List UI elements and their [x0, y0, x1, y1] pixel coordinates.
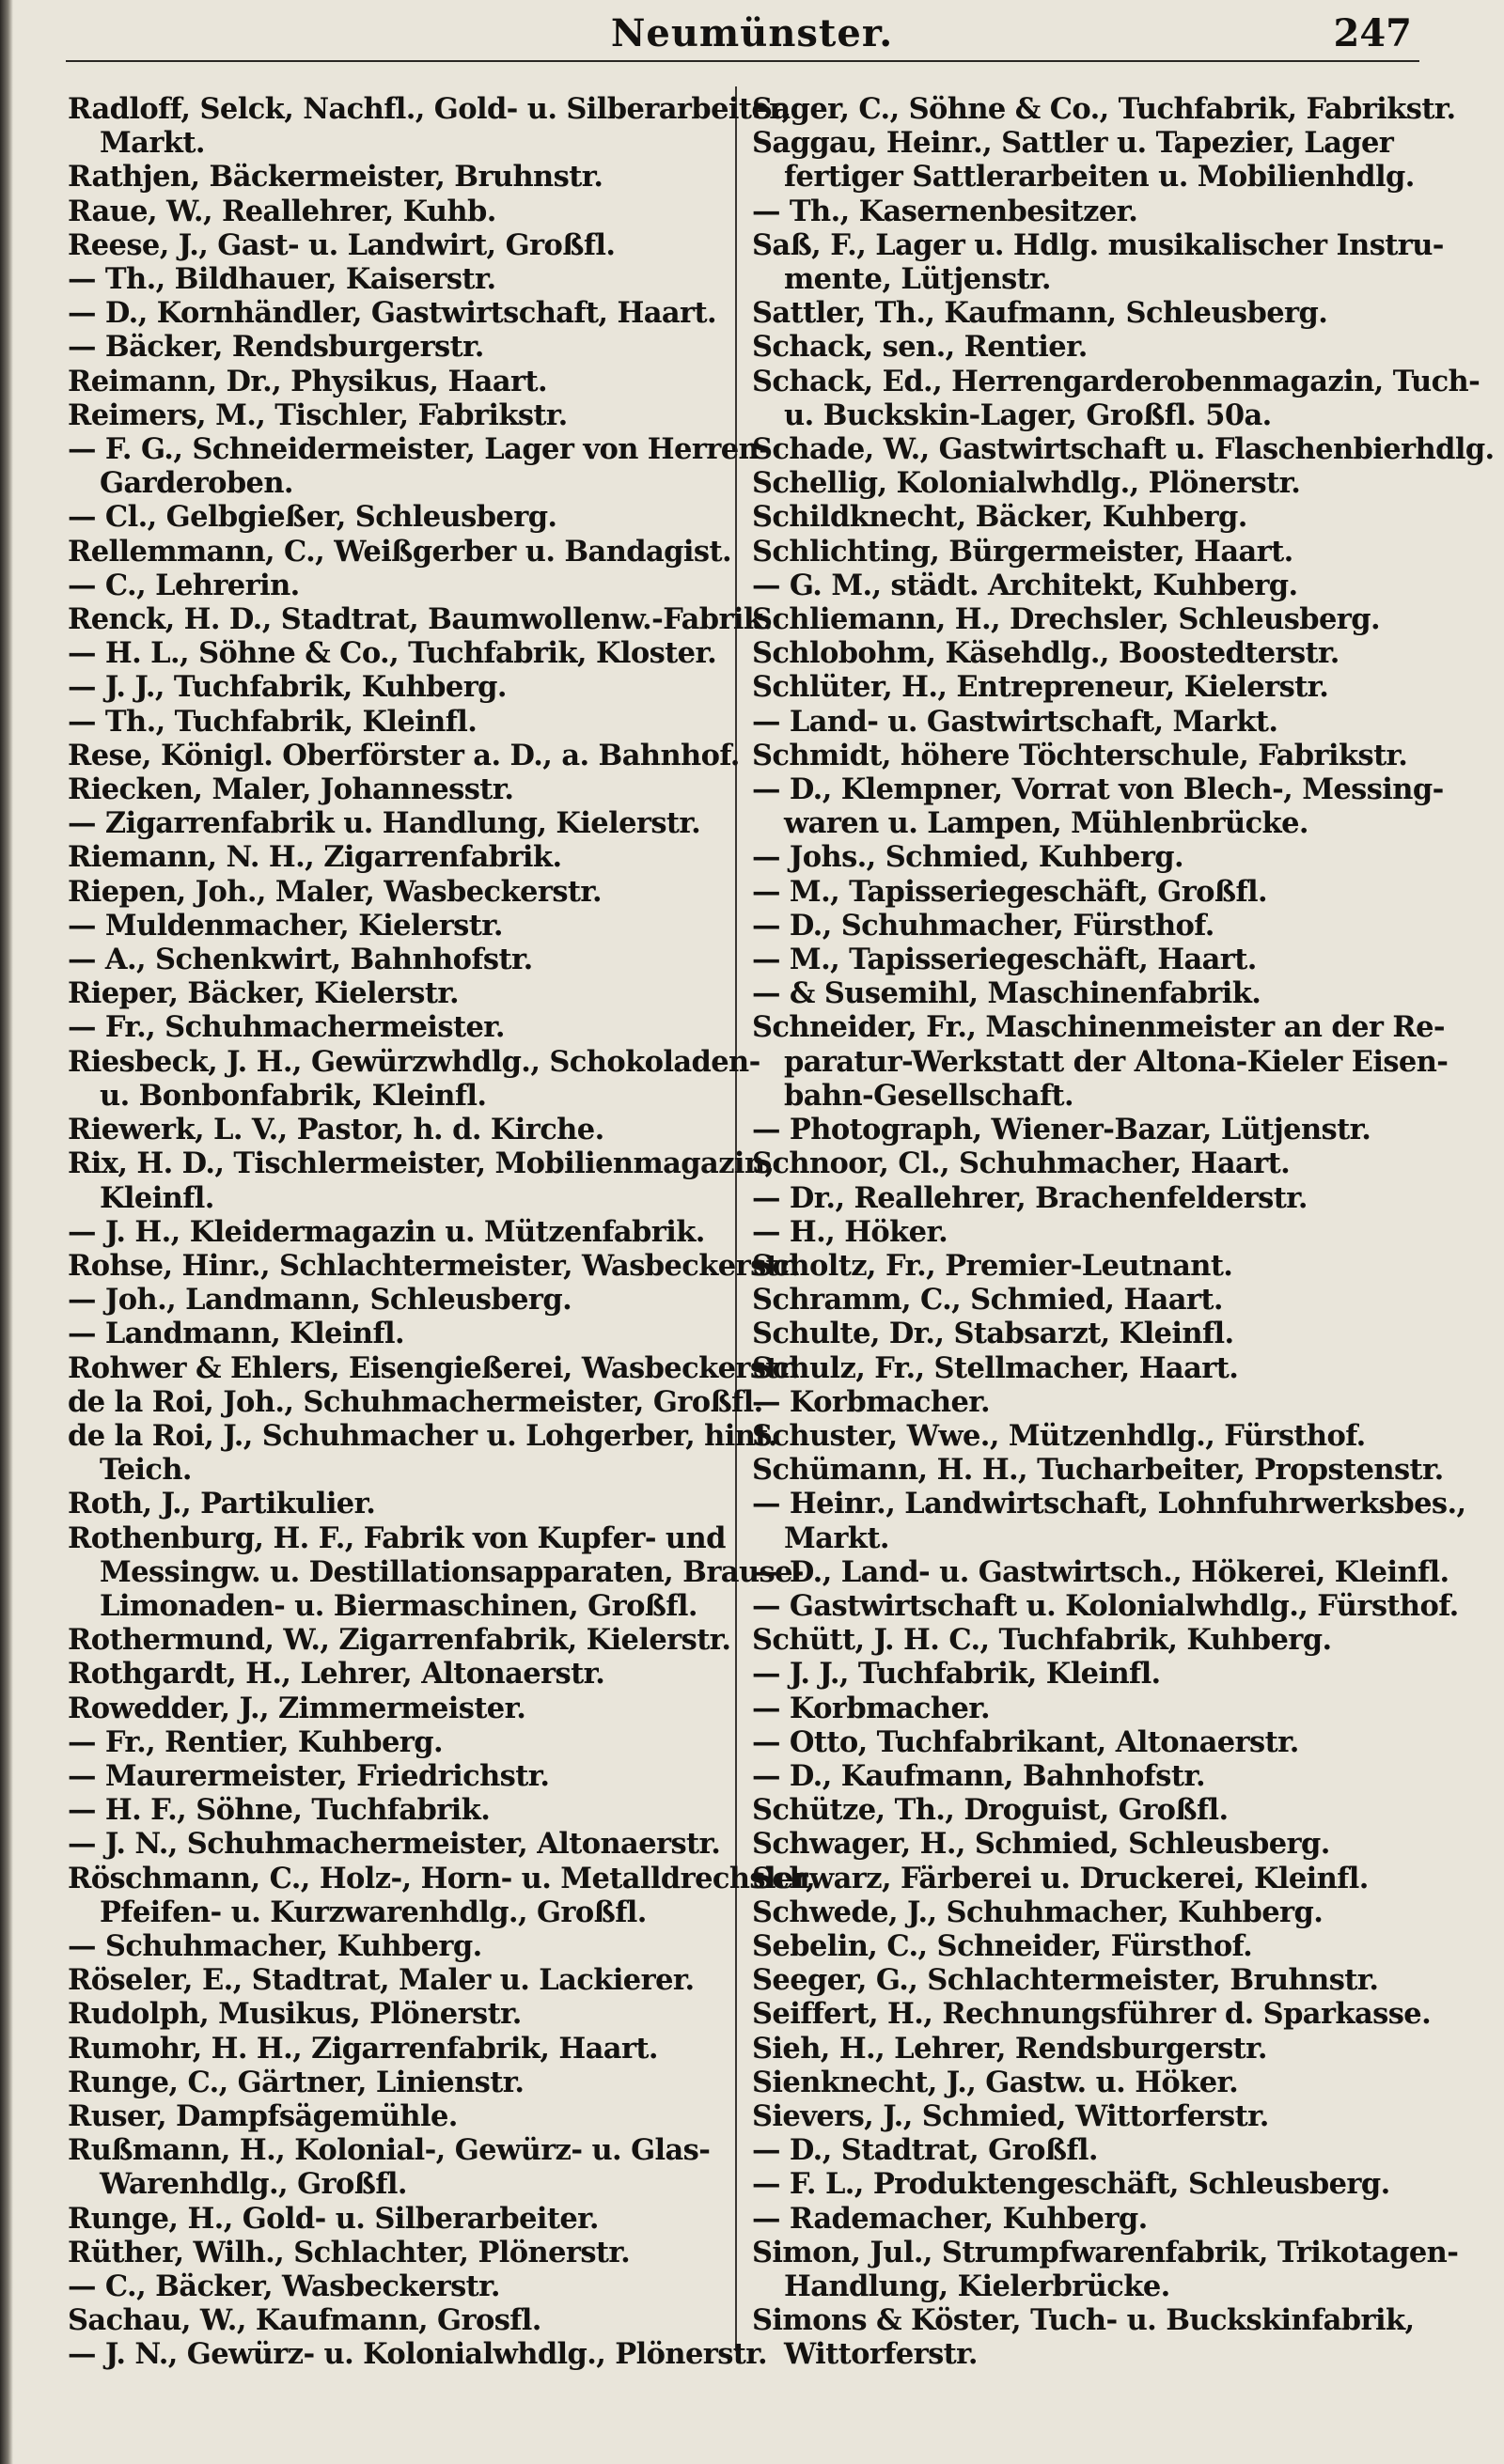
directory-entry: — Landmann, Kleinfl. — [68, 1317, 405, 1351]
directory-entry: Schliemann, H., Drechsler, Schleusberg. — [752, 602, 1381, 637]
directory-entry: Schümann, H. H., Tucharbeiter, Propstenstr. — [752, 1453, 1444, 1488]
directory-entry: waren u. Lampen, Mühlenbrücke. — [784, 806, 1308, 841]
directory-entry: — Fr., Rentier, Kuhberg. — [68, 1724, 443, 1759]
directory-entry: — Heinr., Landwirtschaft, Lohnfuhrwerksbes., — [752, 1487, 1466, 1521]
directory-entry: — D., Land- u. Gastwirtsch., Hökerei, Kleinfl. — [752, 1554, 1449, 1589]
directory-entry: Rothgardt, H., Lehrer, Altonaerstr. — [68, 1657, 605, 1692]
directory-entry: Sattler, Th., Kaufmann, Schleusberg. — [752, 296, 1328, 331]
directory-entry: Runge, C., Gärtner, Linienstr. — [68, 2065, 525, 2099]
directory-entry: Riecken, Maler, Johannesstr. — [68, 772, 514, 807]
directory-entry: Sager, C., Söhne & Co., Tuchfabrik, Fabrikstr. — [752, 92, 1456, 126]
directory-entry: Rohse, Hinr., Schlachtermeister, Wasbeckerstr. — [68, 1248, 800, 1283]
directory-entry: Schlichting, Bürgermeister, Haart. — [752, 534, 1293, 569]
directory-entry: Riepen, Joh., Maler, Wasbeckerstr. — [68, 874, 603, 909]
header-rule — [66, 60, 1419, 62]
directory-entry: bahn-Gesellschaft. — [784, 1078, 1074, 1113]
directory-entry: — Th., Bildhauer, Kaiserstr. — [68, 262, 496, 297]
scan-edge — [0, 0, 13, 2464]
directory-entry: Rohwer & Ehlers, Eisengießerei, Wasbeckerstr. — [68, 1350, 800, 1385]
directory-entry: Limonaden- u. Biermaschinen, Großfl. — [100, 1588, 697, 1623]
directory-entry: Schneider, Fr., Maschinenmeister an der Re- — [752, 1010, 1445, 1045]
directory-entry: Kleinfl. — [100, 1180, 214, 1215]
directory-entry: — Photograph, Wiener-Bazar, Lütjenstr. — [752, 1113, 1371, 1147]
directory-entry: Sievers, J., Schmied, Wittorferstr. — [752, 2098, 1269, 2133]
directory-entry: Reimers, M., Tischler, Fabrikstr. — [68, 398, 568, 432]
directory-entry: Raue, W., Reallehrer, Kuhb. — [68, 194, 496, 228]
directory-entry: — C., Lehrerin. — [68, 568, 300, 602]
directory-entry: Röschmann, C., Holz-, Horn- u. Metalldrechsler, — [68, 1861, 816, 1895]
directory-entry: Radloff, Selck, Nachfl., Gold- u. Silberarbeiter, — [68, 92, 791, 126]
directory-entry: Schuster, Wwe., Mützenhdlg., Fürsthof. — [752, 1418, 1366, 1453]
directory-entry: Schramm, C., Schmied, Haart. — [752, 1283, 1223, 1318]
directory-entry: Schulte, Dr., Stabsarzt, Kleinfl. — [752, 1317, 1234, 1351]
directory-entry: — D., Schuhmacher, Fürsthof. — [752, 908, 1214, 943]
directory-entry: — M., Tapisseriegeschäft, Haart. — [752, 943, 1257, 977]
directory-entry: — F. G., Schneidermeister, Lager von Herren- — [68, 432, 771, 467]
directory-entry: — Schuhmacher, Kuhberg. — [68, 1928, 482, 1963]
directory-entry: Rix, H. D., Tischlermeister, Mobilienmagazin, — [68, 1146, 775, 1181]
directory-entry: — D., Kornhändler, Gastwirtschaft, Haart. — [68, 296, 716, 331]
directory-entry: Schlüter, H., Entrepreneur, Kielerstr. — [752, 670, 1329, 705]
directory-entry: — J. J., Tuchfabrik, Kuhberg. — [68, 670, 507, 705]
directory-entry: Teich. — [100, 1453, 192, 1488]
directory-entry: — Korbmacher. — [752, 1384, 990, 1419]
directory-entry: Rowedder, J., Zimmermeister. — [68, 1691, 526, 1725]
directory-entry: — Rademacher, Kuhberg. — [752, 2201, 1148, 2236]
directory-entry: Schulz, Fr., Stellmacher, Haart. — [752, 1350, 1239, 1385]
left-column — [68, 92, 816, 2372]
directory-entry: — J. J., Tuchfabrik, Kleinfl. — [752, 1657, 1161, 1692]
directory-entry: de la Roi, J., Schuhmacher u. Lohgerber, hint. — [68, 1418, 777, 1453]
directory-entry: Pfeifen- u. Kurzwarenhdlg., Großfl. — [100, 1895, 647, 1929]
directory-entry: Schade, W., Gastwirtschaft u. Flaschenbierhdlg. — [752, 432, 1495, 467]
directory-entry: — Johs., Schmied, Kuhberg. — [752, 840, 1184, 875]
directory-entry: Simon, Jul., Strumpfwarenfabrik, Trikotagen- — [752, 2235, 1459, 2269]
page-number: 247 — [1333, 11, 1412, 55]
directory-entry: Riesbeck, J. H., Gewürzwhdlg., Schokoladen- — [68, 1044, 760, 1079]
directory-entry: — Otto, Tuchfabrikant, Altonaerstr. — [752, 1724, 1299, 1759]
directory-entry: u. Bonbonfabrik, Kleinfl. — [100, 1078, 487, 1113]
directory-entry: — & Susemihl, Maschinenfabrik. — [752, 976, 1261, 1011]
directory-entry: — Th., Tuchfabrik, Kleinfl. — [68, 704, 478, 739]
directory-entry: — Gastwirtschaft u. Kolonialwhdlg., Fürsthof. — [752, 1588, 1459, 1623]
page-title: Neumünster. — [610, 11, 894, 55]
directory-entry: Garderoben. — [100, 466, 293, 501]
directory-entry: Schwager, H., Schmied, Schleusberg. — [752, 1827, 1330, 1862]
directory-entry: Schnoor, Cl., Schuhmacher, Haart. — [752, 1146, 1291, 1181]
directory-entry: paratur-Werkstatt der Altona-Kieler Eisen- — [784, 1044, 1449, 1079]
directory-entry: Ruser, Dampfsägemühle. — [68, 2098, 458, 2133]
directory-entry: Schellig, Kolonialwhdlg., Plönerstr. — [752, 466, 1301, 501]
directory-entry: Markt. — [100, 126, 205, 161]
directory-entry: Rellemmann, C., Weißgerber u. Bandagist. — [68, 534, 731, 569]
directory-entry: u. Buckskin-Lager, Großfl. 50a. — [784, 398, 1272, 432]
directory-entry: Schildknecht, Bäcker, Kuhberg. — [752, 500, 1247, 535]
directory-entry: — Zigarrenfabrik u. Handlung, Kielerstr. — [68, 806, 701, 841]
directory-entry: Seeger, G., Schlachtermeister, Bruhnstr. — [752, 1963, 1379, 1998]
directory-entry: Saggau, Heinr., Sattler u. Tapezier, Lager — [752, 126, 1394, 161]
directory-entry: — D., Stadtrat, Großfl. — [752, 2133, 1098, 2168]
directory-entry: Rüther, Wilh., Schlachter, Plönerstr. — [68, 2235, 631, 2269]
directory-entry: Schütze, Th., Droguist, Großfl. — [752, 1793, 1229, 1828]
directory-entry: — Cl., Gelbgießer, Schleusberg. — [68, 500, 557, 535]
directory-entry: — J. N., Gewürz- u. Kolonialwhdlg., Plönerstr. — [68, 2337, 767, 2372]
directory-entry: — Fr., Schuhmachermeister. — [68, 1010, 505, 1045]
right-column — [752, 92, 1495, 2372]
directory-entry: Reimann, Dr., Physikus, Haart. — [68, 364, 547, 398]
directory-entry: Schlobohm, Käsehdlg., Boostedterstr. — [752, 636, 1340, 671]
directory-entry: — Maurermeister, Friedrichstr. — [68, 1758, 550, 1793]
directory-entry: — Th., Kasernenbesitzer. — [752, 194, 1138, 228]
directory-entry: Röseler, E., Stadtrat, Maler u. Lackierer. — [68, 1963, 695, 1998]
directory-entry: Schmidt, höhere Töchterschule, Fabrikstr. — [752, 738, 1408, 772]
directory-entry: Schack, Ed., Herrengarderobenmagazin, Tuch- — [752, 364, 1480, 398]
directory-entry: — Korbmacher. — [752, 1691, 990, 1725]
directory-entry: — Joh., Landmann, Schleusberg. — [68, 1283, 572, 1318]
directory-entry: — Muldenmacher, Kielerstr. — [68, 908, 503, 943]
directory-entry: — M., Tapisseriegeschäft, Großfl. — [752, 874, 1268, 909]
directory-entry: Rothenburg, H. F., Fabrik von Kupfer- und — [68, 1521, 726, 1555]
directory-entry: Rathjen, Bäckermeister, Bruhnstr. — [68, 160, 603, 195]
directory-entry: Sachau, W., Kaufmann, Grosfl. — [68, 2303, 541, 2338]
directory-entry: — F. L., Produktengeschäft, Schleusberg. — [752, 2167, 1390, 2202]
directory-entry: Schwarz, Färberei u. Druckerei, Kleinfl. — [752, 1861, 1369, 1895]
directory-entry: — H., Höker. — [752, 1214, 948, 1249]
directory-entry: Sebelin, C., Schneider, Fürsthof. — [752, 1928, 1253, 1963]
directory-entry: Saß, F., Lager u. Hdlg. musikalischer Instru- — [752, 227, 1444, 262]
directory-entry: Sienknecht, J., Gastw. u. Höker. — [752, 2065, 1239, 2099]
directory-entry: Rieper, Bäcker, Kielerstr. — [68, 976, 460, 1011]
directory-entry: Rumohr, H. H., Zigarrenfabrik, Haart. — [68, 2031, 658, 2066]
directory-entry: Seiffert, H., Rechnungsführer d. Sparkasse. — [752, 1997, 1432, 2032]
directory-entry: — G. M., städt. Architekt, Kuhberg. — [752, 568, 1298, 602]
directory-entry: Scholtz, Fr., Premier-Leutnant. — [752, 1248, 1233, 1283]
directory-entry: de la Roi, Joh., Schuhmachermeister, Großfl. — [68, 1384, 763, 1419]
directory-entry: — J. H., Kleidermagazin u. Mützenfabrik. — [68, 1214, 705, 1249]
directory-entry: Renck, H. D., Stadtrat, Baumwollenw.-Fabrik. — [68, 602, 773, 637]
directory-entry: — Land- u. Gastwirtschaft, Markt. — [752, 704, 1278, 739]
directory-entry: Roth, J., Partikulier. — [68, 1487, 376, 1521]
directory-entry: — D., Klempner, Vorrat von Blech-, Messing- — [752, 772, 1444, 807]
directory-entry: — D., Kaufmann, Bahnhofstr. — [752, 1758, 1206, 1793]
directory-entry: Schack, sen., Rentier. — [752, 330, 1088, 365]
directory-entry: Handlung, Kielerbrücke. — [784, 2269, 1170, 2303]
directory-entry: — Dr., Reallehrer, Brachenfelderstr. — [752, 1180, 1308, 1215]
directory-entry: — C., Bäcker, Wasbeckerstr. — [68, 2269, 500, 2303]
directory-entry: Riemann, N. H., Zigarrenfabrik. — [68, 840, 562, 875]
directory-entry: — H. F., Söhne, Tuchfabrik. — [68, 1793, 491, 1828]
directory-entry: Warenhdlg., Großfl. — [100, 2167, 407, 2202]
directory-entry: Rudolph, Musikus, Plönerstr. — [68, 1997, 522, 2032]
directory-entry: Rothermund, W., Zigarrenfabrik, Kielerstr. — [68, 1623, 731, 1658]
directory-entry: Messingw. u. Destillationsapparaten, Brause- — [100, 1554, 804, 1589]
directory-entry: Schwede, J., Schuhmacher, Kuhberg. — [752, 1895, 1324, 1929]
directory-entry: Markt. — [784, 1521, 889, 1555]
directory-entry: Rese, Königl. Oberförster a. D., a. Bahnhof. — [68, 738, 740, 772]
directory-entry: Rußmann, H., Kolonial-, Gewürz- u. Glas- — [68, 2133, 711, 2168]
directory-entry: mente, Lütjenstr. — [784, 262, 1051, 297]
directory-entry: Simons & Köster, Tuch- u. Buckskinfabrik, — [752, 2303, 1415, 2338]
directory-entry: Wittorferstr. — [784, 2337, 978, 2372]
directory-entry: Sieh, H., Lehrer, Rendsburgerstr. — [752, 2031, 1267, 2066]
directory-entry: — H. L., Söhne & Co., Tuchfabrik, Kloster. — [68, 636, 717, 671]
directory-entry: — A., Schenkwirt, Bahnhofstr. — [68, 943, 533, 977]
directory-entry: — J. N., Schuhmachermeister, Altonaerstr. — [68, 1827, 721, 1862]
directory-entry: Schütt, J. H. C., Tuchfabrik, Kuhberg. — [752, 1623, 1332, 1658]
directory-entry: Riewerk, L. V., Pastor, h. d. Kirche. — [68, 1113, 604, 1147]
directory-entry: Runge, H., Gold- u. Silberarbeiter. — [68, 2201, 599, 2236]
directory-entry: Reese, J., Gast- u. Landwirt, Großfl. — [68, 227, 616, 262]
directory-entry: — Bäcker, Rendsburgerstr. — [68, 330, 484, 365]
directory-entry: fertiger Sattlerarbeiten u. Mobilienhdlg. — [784, 160, 1415, 195]
